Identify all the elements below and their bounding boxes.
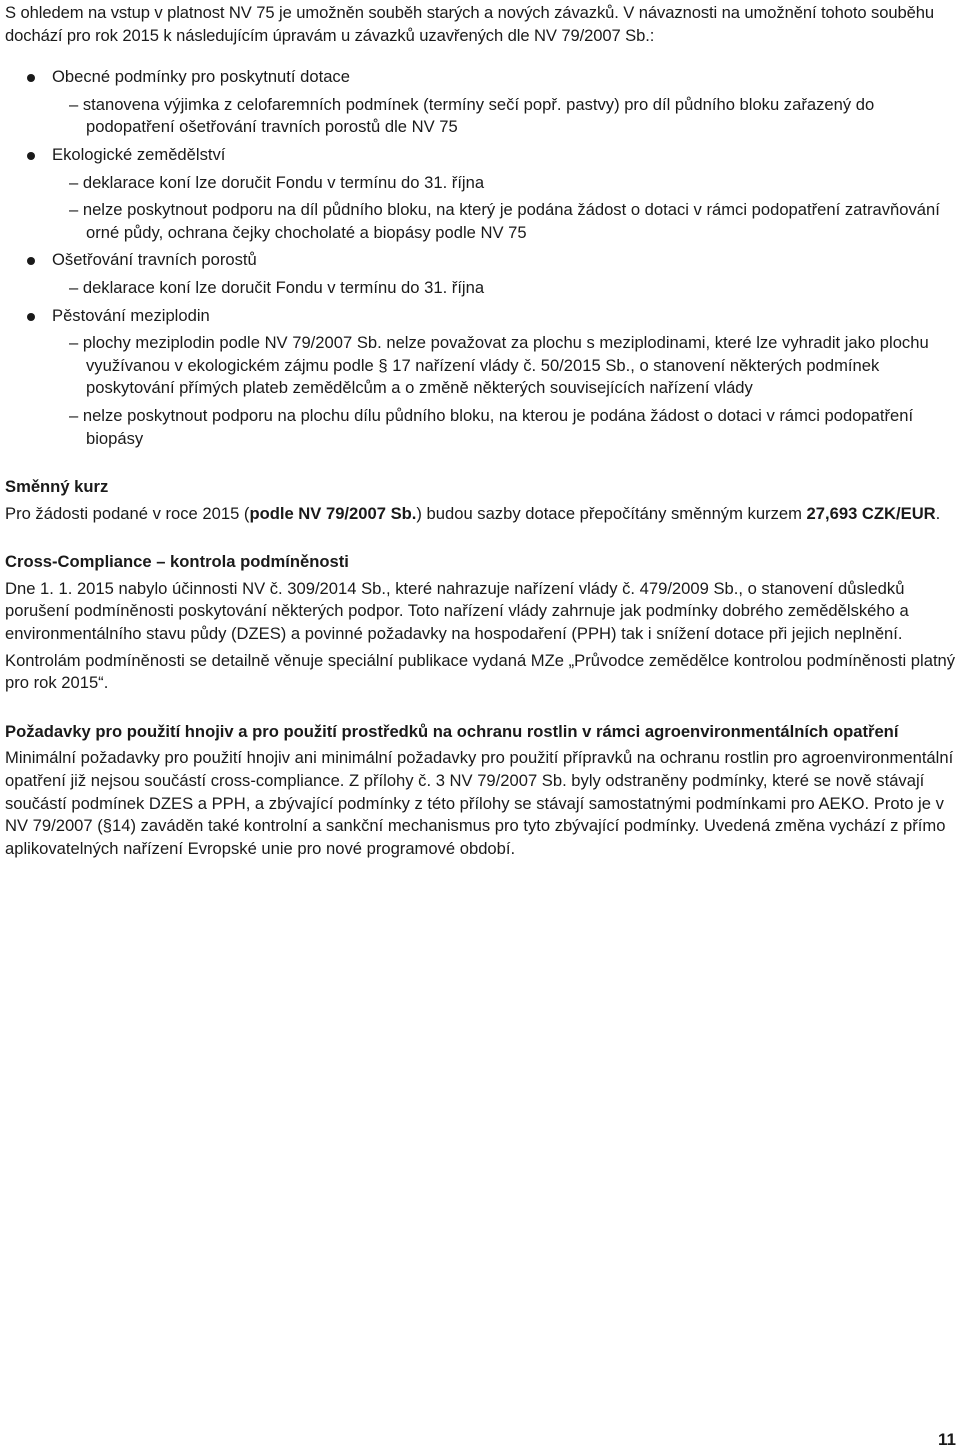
cross-compliance-paragraph-2: Kontrolám podmíněnosti se detailně věnuje speciální publikace vydaná MZe „Průvodce zemědělce kontrolou podmíněnosti platný pro rok 2015“. (5, 650, 956, 693)
list-item-title: Ošetřování travních porostů (52, 250, 257, 270)
sub-item-text: deklarace koní lze doručit Fondu v termínu do 31. října (82, 172, 485, 192)
changes-list (5, 66, 957, 450)
sub-list-item: – nelze poskytnout podporu na díl půdního bloku, na který je podána žádost o dotaci v rámci podopatření zatravňování orné půdy, ochrana čejky chocholaté a biopásy podle NV 75 (69, 200, 940, 242)
bullet-icon (27, 74, 35, 82)
section-heading-exchange-rate: Směnný kurz (5, 477, 109, 497)
sub-item-text: stanovena výjimka z celofaremních podmínek (termíny sečí popř. pastvy) pro díl půdního bloku zařazený do podopatření ošetřování travních porostů dle NV 75 (82, 94, 875, 137)
exchange-regulation: podle NV 79/2007 Sb. (249, 503, 417, 523)
document-page (5, 0, 957, 860)
sub-item-text: nelze poskytnout podporu na plochu dílu půdního bloku, na kterou je podána žádost o dotaci v rámci podopatření biopásy (82, 405, 914, 448)
requirements-paragraph: Minimální požadavky pro použití hnojiv ani minimální požadavky pro použití přípravků na ochranu rostlin pro agroenvironmentální opatření již nejsou součástí cross-compliance. Z přílohy č. 3 NV 79/2007 Sb. byly odstraněny podmínky, které se nově stávají součástí podmínek DZES a PPH, a zbývající podmínky z této přílohy se stávají samostatnými podmínkami pro AEKO. Proto je v NV 79/2007 (§14) zaváděn také kontrolní a sankční mechanismus pro tyto zbývající podmínky. Uvedená změna vychází z přímo aplikovatelných nařízení Evropské unie pro nové programové období. (5, 748, 954, 858)
list-item-title: Pěstování meziplodin (52, 305, 210, 325)
exchange-text-3: . (935, 503, 941, 523)
list-item-title: Ekologické zemědělství (52, 144, 226, 164)
exchange-text-2: ) budou sazby dotace přepočítány směnným kurzem (416, 503, 807, 523)
list-item (5, 249, 957, 272)
cross-compliance-paragraph-1: Dne 1. 1. 2015 nabylo účinnosti NV č. 309/2014 Sb., které nahrazuje nařízení vlády č. 479/2009 Sb., o stanovení důsledků porušení podmíněnosti poskytování některých podpor. Toto nařízení vlády zahrnuje jak podmínky dobrého zemědělského a environmentálního stavu půdy (DZES) a povinné požadavky na hospodaření (PPH) tak i snížení dotace při jejich neplnění. (5, 578, 909, 644)
list-item-title: Obecné podmínky pro poskytnutí dotace (52, 67, 350, 87)
sub-list-item: – deklarace koní lze doručit Fondu v termínu do 31. října (69, 277, 485, 297)
list-item (5, 305, 957, 328)
exchange-rate-paragraph (5, 503, 957, 526)
sub-item-text: deklarace koní lze doručit Fondu v termínu do 31. října (82, 277, 485, 297)
intro-paragraph: S ohledem na vstup v platnost NV 75 je umožněn souběh starých a nových závazků. V návaznosti na umožnění tohoto souběhu dochází pro rok 2015 k následujícím úpravám u závazků uzavřených dle NV 79/2007 Sb.: (5, 3, 934, 45)
page-number: 11 (938, 1430, 956, 1450)
sub-list-item: – stanovena výjimka z celofaremních podmínek (termíny sečí popř. pastvy) pro díl půdního bloku zařazený do podopatření ošetřování travních porostů dle NV 75 (69, 94, 875, 137)
sub-item-text: plochy meziplodin podle NV 79/2007 Sb. nelze považovat za plochu s meziplodinami, které lze vyhradit jako plochu využívanou v ekologickém zájmu podle § 17 nařízení vlády č. 50/2015 Sb., o stanovení některých podmínek poskytování přímých plateb zemědělcům a o změně některých souvisejících nařízení vlády (82, 333, 929, 398)
exchange-text-1: Pro žádosti podané v roce 2015 ( (5, 503, 250, 523)
sub-list-item: – nelze poskytnout podporu na plochu dílu půdního bloku, na kterou je podána žádost o dotaci v rámci podopatření biopásy (69, 405, 914, 448)
list-item (5, 144, 957, 167)
sub-item-text: nelze poskytnout podporu na díl půdního bloku, na který je podána žádost o dotaci v rámci podopatření zatravňování orné půdy, ochrana čejky chocholaté a biopásy podle NV 75 (82, 200, 940, 242)
sub-list-item: – plochy meziplodin podle NV 79/2007 Sb. nelze považovat za plochu s meziplodinami, které lze vyhradit jako plochu využívanou v ekologickém zájmu podle § 17 nařízení vlády č. 50/2015 Sb., o stanovení některých podmínek poskytování přímých plateb zemědělcům a o změně některých souvisejících nařízení vlády (69, 333, 929, 398)
bullet-icon (27, 152, 35, 160)
section-heading-requirements: Požadavky pro použití hnojiv a pro použití prostředků na ochranu rostlin v rámci agroenvironmentálních opatření (5, 721, 899, 741)
bullet-icon (27, 257, 35, 265)
section-heading-cross-compliance: Cross-Compliance – kontrola podmíněnosti (5, 552, 349, 572)
list-item (5, 66, 957, 89)
sub-list-item: – deklarace koní lze doručit Fondu v termínu do 31. října (69, 172, 485, 192)
bullet-icon (27, 313, 35, 321)
exchange-rate-value: 27,693 CZK/EUR (806, 503, 936, 523)
